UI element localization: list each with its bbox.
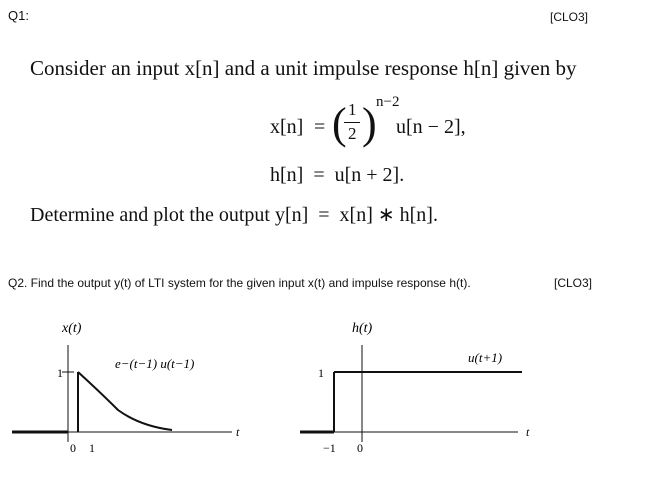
plot-h-axis-label: t	[526, 425, 530, 439]
plot-x-axis-label: t	[236, 425, 240, 439]
equation-x-close-paren: )	[362, 99, 377, 148]
question-2-text: Q2. Find the output y(t) of LTI system for the given input x(t) and impulse response h(t).	[8, 276, 471, 290]
question-1-label: Q1:	[8, 8, 29, 23]
question-1-determine: Determine and plot the output y[n] = x[n] ∗ h[n].	[30, 204, 438, 226]
equation-x-frac-num: 1	[348, 100, 357, 119]
equation-x	[270, 94, 570, 158]
equation-x-frac-den: 2	[348, 124, 357, 143]
equation-x-frac-bar	[344, 122, 360, 123]
equation-x-rhs: u[n − 2],	[396, 116, 466, 138]
plot-h-y-tick-label: 1	[318, 366, 324, 380]
question-1-intro: Consider an input x[n] and a unit impulse response h[n] given by	[30, 56, 577, 80]
equation-x-exponent: n−2	[376, 94, 400, 110]
plot-h-tick-m1: −1	[323, 441, 336, 455]
question-1-clo: [CLO3]	[550, 10, 589, 24]
plot-x-title: x(t)	[62, 321, 82, 336]
plot-h-curve-label: u(t+1)	[468, 350, 503, 365]
plot-x-tick-0: 0	[70, 441, 76, 455]
plot-x-tick-1: 1	[89, 441, 95, 455]
equation-x-equals: =	[314, 116, 326, 138]
plot-x-y-tick-label: 1	[57, 366, 63, 380]
question-2-clo: [CLO3]	[554, 276, 593, 290]
plots-figure	[0, 310, 647, 490]
plot-h-tick-0: 0	[357, 441, 363, 455]
plot-x-curve-label: e−(t−1) u(t−1)	[115, 356, 195, 371]
plot-x-decay-curve	[78, 372, 172, 430]
equation-h: h[n] = u[n + 2].	[270, 164, 405, 186]
equation-x-lhs: x[n]	[270, 116, 304, 138]
equation-x-open-paren: (	[332, 99, 347, 148]
plot-h-title: h(t)	[352, 321, 373, 336]
